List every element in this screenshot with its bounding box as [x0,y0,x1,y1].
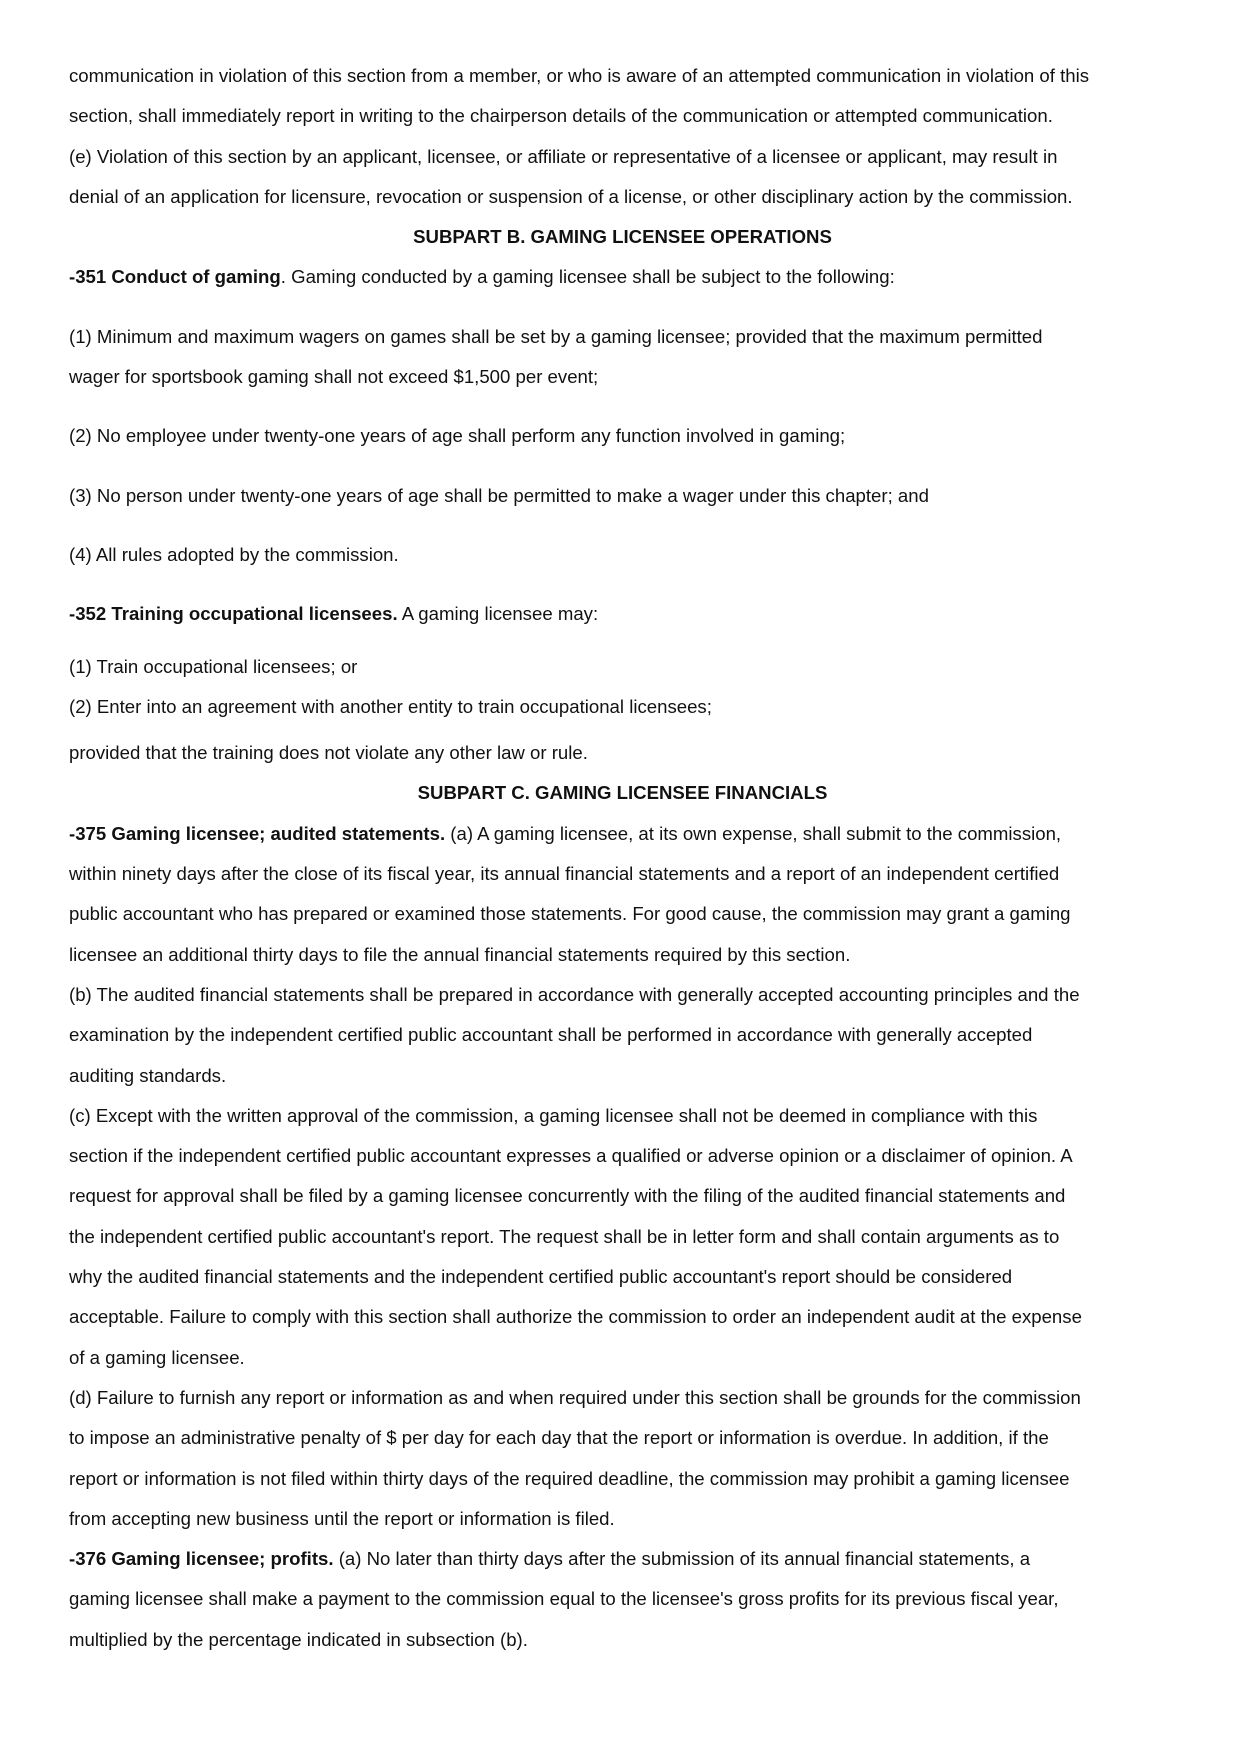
section-351-intro [69,257,1176,297]
spacer [69,298,1176,317]
spacer [69,635,1176,647]
spacer [69,397,1176,416]
spacer [69,457,1176,476]
list-item: (1) Train occupational licensees; or [69,655,358,677]
text-line: to impose an administrative penalty of $ per day for each day that the report or information is overdue. In addition, if the [69,1427,1049,1449]
text-line: request for approval shall be filed by a gaming licensee concurrently with the filing of the audited financial statements and [69,1185,1066,1207]
spacer [69,575,1176,594]
subpart-c [69,773,1176,1660]
list-item: (4) All rules adopted by the commission. [69,543,399,565]
list-item: (3) No person under twenty-one years of age shall be permitted to make a wager under this chapter; and [69,484,929,506]
section-352-intro [69,594,1176,634]
text-line: report or information is not filed within thirty days of the required deadline, the commission may prohibit a gaming licensee [69,1467,1070,1489]
section-351-intro-text: . Gaming conducted by a gaming licensee shall be subject to the following: [280,266,895,288]
text-line: licensee an additional thirty days to file the annual financial statements required by this section. [69,943,851,965]
text-line: why the audited financial statements and the independent certified public accountant's report should be considered [69,1266,1013,1288]
subpart-b [69,217,1176,773]
section-375-intro [69,814,1176,854]
text-line: communication in violation of this section from a member, or who is aware of an attempted communication in violation of this [69,65,1090,86]
subpart-b-heading: SUBPART B. GAMING LICENSEE OPERATIONS [413,226,832,248]
text-line: section if the independent certified public accountant expresses a qualified or adverse opinion or a disclaimer of opinion. A [69,1145,1073,1167]
section-376-intro [69,1539,1176,1579]
text-line: (e) Violation of this section by an applicant, licensee, or affiliate or representative of a licensee or applicant, may result in [69,145,1058,167]
text-line: acceptable. Failure to comply with this section shall authorize the commission to order an independent audit at the expense [69,1306,1082,1328]
section-375-title: -375 Gaming licensee; audited statements. [69,822,446,844]
text-line: provided that the training does not violate any other law or rule. [69,742,588,764]
section-375-a-text: (a) A gaming licensee, at its own expense, shall submit to the commission, [445,822,1062,844]
text-line: (d) Failure to furnish any report or information as and when required under this section shall be grounds for the commission [69,1386,1081,1408]
text-line: (c) Except with the written approval of the commission, a gaming licensee shall not be deemed in compliance with this [69,1104,1038,1126]
text-line: denial of an application for licensure, revocation or suspension of a license, or other disciplinary action by the commission. [69,185,1073,207]
section-352-title: -352 Training occupational licensees. [69,603,398,625]
text-line: within ninety days after the close of its fiscal year, its annual financial statements and a report of an independent certified [69,863,1060,885]
text-line: gaming licensee shall make a payment to the commission equal to the licensee's gross profits for its previous fiscal year, [69,1588,1059,1610]
text-line: (1) Minimum and maximum wagers on games shall be set by a gaming licensee; provided that the maximum permitted [69,325,1043,347]
subpart-c-heading: SUBPART C. GAMING LICENSEE FINANCIALS [417,782,828,804]
text-line: the independent certified public accountant's report. The request shall be in letter form and shall contain arguments as to [69,1225,1060,1247]
text-line: examination by the independent certified public accountant shall be performed in accordance with generally accepted [69,1024,1033,1046]
text-line: of a gaming licensee. [69,1346,245,1368]
section-352-intro-text: A gaming licensee may: [397,603,599,625]
opening-section [69,56,1176,217]
text-line: multiplied by the percentage indicated in subsection (b). [69,1628,528,1650]
text-line: auditing standards. [69,1064,227,1086]
text-line: public accountant who has prepared or examined those statements. For good cause, the commission may grant a gaming [69,903,1071,925]
section-351-title: -351 Conduct of gaming [69,266,281,288]
section-376-title: -376 Gaming licensee; profits. [69,1548,334,1570]
text-line: from accepting new business until the report or information is filed. [69,1507,615,1529]
spacer [69,516,1176,535]
text-line: section, shall immediately report in writing to the chairperson details of the communication or attempted communication. [69,105,1053,127]
text-line: (b) The audited financial statements shall be prepared in accordance with generally accepted accounting principles and the [69,983,1080,1005]
text-line: wager for sportsbook gaming shall not exceed $1,500 per event; [69,366,599,388]
section-376-a-text: (a) No later than thirty days after the submission of its annual financial statements, a [333,1548,1031,1570]
list-item: (2) No employee under twenty-one years of age shall perform any function involved in gaming; [69,425,846,447]
list-item: (2) Enter into an agreement with another entity to train occupational licensees; [69,695,712,717]
